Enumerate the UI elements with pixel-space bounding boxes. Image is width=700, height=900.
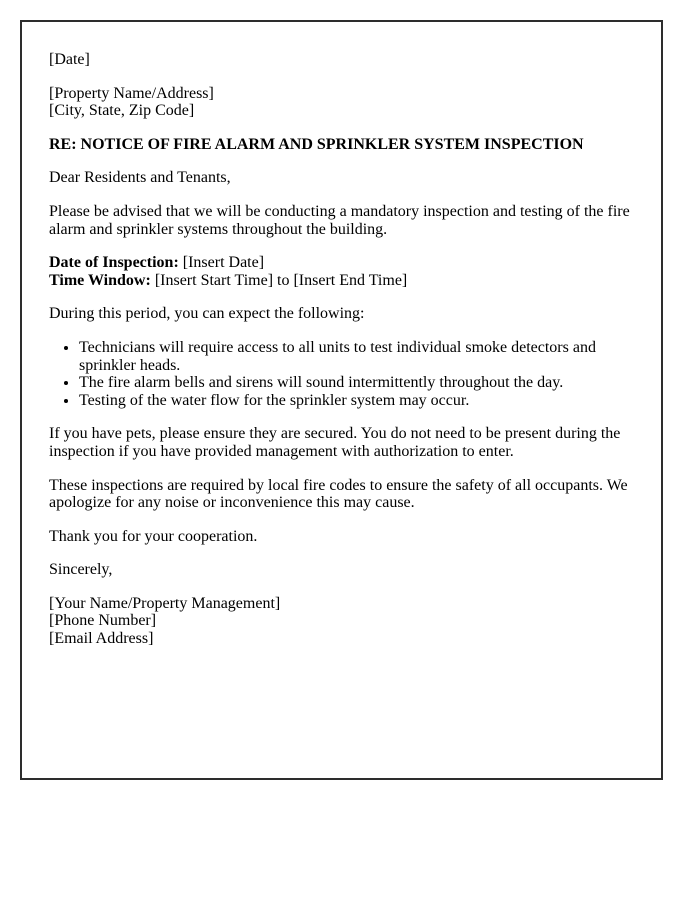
thanks-line: Thank you for your cooperation.	[49, 527, 258, 545]
time-window-line	[49, 272, 632, 290]
letter-document	[20, 20, 663, 780]
expectations-intro: During this period, you can expect the following:	[49, 305, 365, 323]
city-state-zip-line: [City, State, Zip Code]	[49, 102, 195, 120]
signature-email: [Email Address]	[49, 630, 154, 648]
expectations-list	[49, 339, 632, 409]
property-name-line: [Property Name/Address]	[49, 84, 214, 102]
subject-line: RE: NOTICE OF FIRE ALARM AND SPRINKLER SYSTEM INSPECTION	[49, 135, 584, 153]
date-placeholder: [Date]	[49, 51, 90, 68]
signature-name: [Your Name/Property Management]	[49, 594, 281, 612]
inspection-date-value: [Insert Date]	[182, 254, 265, 272]
greeting-line: Dear Residents and Tenants,	[49, 169, 231, 187]
intro-paragraph: Please be advised that we will be conducting a mandatory inspection and testing of the fire alarm and sprinkler systems throughout the building.	[49, 202, 630, 238]
time-window-label: Time Window:	[49, 271, 151, 289]
signature-block	[49, 595, 632, 648]
list-item: • Testing of the water flow for the sprinkler system may occur.	[79, 392, 632, 410]
codes-paragraph: These inspections are required by local fire codes to ensure the safety of all occupants. We apologize for any noise or inconvenience this may cause.	[49, 476, 628, 512]
pets-paragraph: If you have pets, please ensure they are secured. You do not need to be present during the inspection if you have provided management with authorization to enter.	[49, 425, 621, 460]
inspection-date-line	[49, 254, 632, 272]
list-item: • The fire alarm bells and sirens will sound intermittently throughout the day.	[79, 374, 632, 392]
signature-phone: [Phone Number]	[49, 612, 157, 630]
inspection-details-block	[49, 254, 632, 289]
time-window-value: [Insert Start Time] to [Insert End Time]	[154, 271, 408, 289]
address-block	[49, 85, 632, 120]
list-item: • Technicians will require access to all units to test individual smoke detectors and sprinkler heads.	[79, 339, 632, 374]
inspection-date-label: Date of Inspection:	[49, 254, 179, 272]
closing-line: Sincerely,	[49, 561, 113, 579]
